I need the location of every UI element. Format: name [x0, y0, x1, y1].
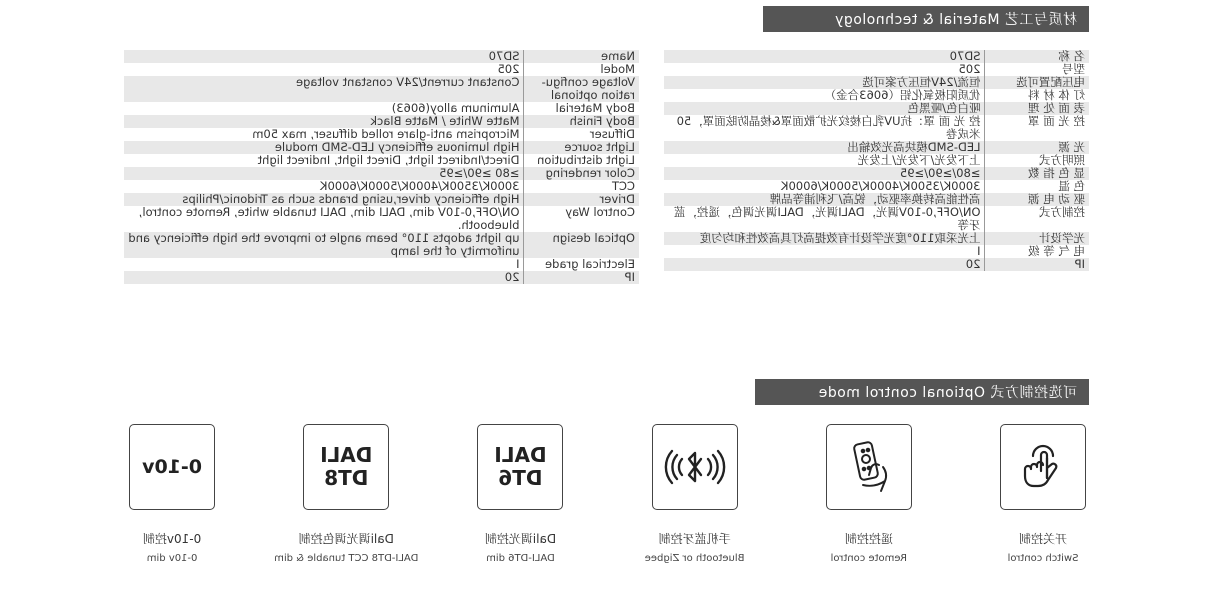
table-row — [664, 76, 1089, 89]
spec-value: 205 — [124, 63, 524, 76]
spec-value: SD70 — [124, 50, 524, 63]
spec-value: High efficiency driver,using brands such as Tridonic/Philips — [124, 193, 524, 206]
spec-value: Direct/Indirect light, Direct light, Indirect light — [124, 154, 524, 167]
spec-value: Matte White / Matte Black — [124, 115, 524, 128]
table-row — [664, 154, 1089, 167]
spec-key: 控制方式 — [985, 206, 1089, 232]
control-header — [755, 379, 1089, 405]
spec-key: IP — [985, 258, 1089, 271]
spec-key: 光 源 — [985, 141, 1089, 154]
table-row — [124, 167, 639, 180]
dali-dt8-icon — [303, 424, 389, 510]
spec-key: Electrical grade — [524, 258, 639, 271]
spec-value: SD70 — [664, 50, 985, 63]
table-row — [664, 206, 1089, 232]
spec-key: CCT — [524, 180, 639, 193]
table-row — [124, 193, 639, 206]
table-row — [664, 141, 1089, 154]
en-spec-table — [124, 50, 639, 284]
spec-value: Aluminum alloy(6063) — [124, 102, 524, 115]
spec-key: Driver — [524, 193, 639, 206]
table-row — [124, 206, 639, 232]
dali-dt8-line1: DALI — [320, 443, 373, 467]
table-row — [664, 50, 1089, 63]
spec-value: High luminous efficiency LED-SMD module — [124, 141, 524, 154]
table-row — [124, 141, 639, 154]
bluetooth-icon — [652, 424, 738, 510]
table-row — [664, 232, 1089, 245]
table-row — [124, 102, 639, 115]
table-row — [124, 180, 639, 193]
control-card-dali-dt8 — [274, 424, 419, 564]
spec-value: 哑白色/哑黑色 — [664, 102, 985, 115]
spec-value: ≥80/≥90/≥95 — [664, 167, 985, 180]
spec-value: 20 — [124, 271, 524, 284]
control-card-remote — [826, 424, 912, 564]
table-row — [664, 258, 1089, 271]
spec-key: Color rendering — [524, 167, 639, 180]
table-row — [124, 258, 639, 271]
spec-value: I — [664, 245, 985, 258]
table-row — [124, 128, 639, 141]
table-row — [124, 232, 639, 258]
spec-key: 型号 — [985, 63, 1089, 76]
spec-key: 电 气 等 级 — [985, 245, 1089, 258]
spec-key: Control Way — [524, 206, 639, 232]
dali-dt6-icon — [477, 424, 563, 510]
spec-key: Voltage configu-ration optional — [524, 76, 639, 102]
spec-value: 205 — [664, 63, 985, 76]
spec-key: 控 光 面 罩 — [985, 115, 1089, 141]
control-label-cn: Dali调光调色控制 — [298, 532, 394, 546]
spec-key: Body Material — [524, 102, 639, 115]
spec-value: 20 — [664, 258, 985, 271]
spec-value: 恒流/24V恒压方案可选 — [664, 76, 985, 89]
spec-value: LED-SMD模块高光效输出 — [664, 141, 985, 154]
control-label-en: Bluetooth or Zigbee — [644, 553, 745, 564]
spec-value: ON/OFF,0-10V dim, DALI dim, DALI tunable white, Remote control, bluebooth. — [124, 206, 524, 232]
dali-dt8-line2: DT8 — [324, 466, 369, 490]
material-header-text: 材质与工艺 Material & technology — [834, 12, 1077, 28]
table-row — [664, 193, 1089, 206]
control-label-en: DALI-DT8 CCT tunable & dim — [274, 553, 419, 564]
remote-control-icon — [826, 424, 912, 510]
control-label-en: Switch control — [1007, 553, 1079, 564]
spec-value: 上下发光/下发光/上发光 — [664, 154, 985, 167]
spec-key: 显 色 指 数 — [985, 167, 1089, 180]
table-row — [124, 271, 639, 284]
spec-key: 名 称 — [985, 50, 1089, 63]
spec-value: Microprism anti-glare rolled diffuser, max 50m — [124, 128, 524, 141]
control-mode-list — [129, 424, 1086, 564]
control-label-cn: 遥控控制 — [844, 532, 893, 546]
spec-key: 驱 动 电 源 — [985, 193, 1089, 206]
cn-spec-table — [664, 50, 1089, 271]
hand-tap-icon — [1000, 424, 1086, 510]
spec-value: 控 光 面 罩：抗UV乳白棱纹光扩散面罩&棱晶防眩面罩，50米成卷 — [664, 115, 985, 141]
dali-dt6-line1: DALI — [494, 443, 547, 467]
control-label-cn: 开关控制 — [1019, 532, 1068, 546]
spec-value: 高性能高转换率驱动，锐高/飞利浦等品牌 — [664, 193, 985, 206]
control-header-text: 可选控制方式 Optional control mode — [818, 385, 1077, 401]
table-row — [664, 167, 1089, 180]
spec-value: I — [124, 258, 524, 271]
control-card-0-10v — [129, 424, 215, 564]
spec-value: 上光采取110°度光学设计有效提高灯具高效性和均匀度 — [664, 232, 985, 245]
table-row — [664, 89, 1089, 102]
dali-dt6-line2: DT6 — [498, 466, 543, 490]
spec-key: Model — [524, 63, 639, 76]
control-card-bluetooth — [644, 424, 745, 564]
table-row — [664, 180, 1089, 193]
control-card-dali-dt6 — [477, 424, 563, 564]
table-row — [124, 154, 639, 167]
spec-key: 色 温 — [985, 180, 1089, 193]
material-header — [763, 6, 1089, 32]
spec-value: ON/OFF,0-10V调光，DALI调光，DALI调光调色，遥控，蓝牙等 — [664, 206, 985, 232]
spec-key: Light source — [524, 141, 639, 154]
spec-key: Body Finish — [524, 115, 639, 128]
table-row — [664, 245, 1089, 258]
spec-key: 表 面 处 理 — [985, 102, 1089, 115]
control-label-en: Remote control — [830, 553, 908, 564]
spec-value: 3000K/3500K/4000K/5000K/6000K — [664, 180, 985, 193]
spec-key: 照明方式 — [985, 154, 1089, 167]
spec-key: 光学设计 — [985, 232, 1089, 245]
zero-ten-v-icon — [129, 424, 215, 510]
control-label-en: DALI-DT6 dim — [486, 553, 555, 564]
control-label-cn: Dali调光控制 — [484, 532, 557, 546]
spec-value: up light adopts 110° beam angle to improve the high efficiency and uniformity of the lamp — [124, 232, 524, 258]
spec-value: Constant current/24V constant voltage — [124, 76, 524, 102]
spec-value: ≥80 ≥90/≥95 — [124, 167, 524, 180]
control-label-cn: 0-10v控制 — [142, 532, 202, 546]
spec-value: 3000K/3500K/4000K/5000K/6000K — [124, 180, 524, 193]
table-row — [124, 76, 639, 102]
table-row — [124, 50, 639, 63]
spec-key: 灯 体 材 料 — [985, 89, 1089, 102]
spec-key: Name — [524, 50, 639, 63]
zero-ten-v-text: 0-10v — [142, 456, 203, 478]
spec-key: 电压配置可选 — [985, 76, 1089, 89]
spec-key: Diffuser — [524, 128, 639, 141]
spec-key: Optical design — [524, 232, 639, 258]
table-row — [124, 115, 639, 128]
table-row — [664, 115, 1089, 141]
table-row — [124, 63, 639, 76]
table-row — [664, 102, 1089, 115]
spec-key: Light distribution — [524, 154, 639, 167]
control-label-cn: 手机蓝牙控制 — [658, 532, 731, 546]
spec-key: IP — [524, 271, 639, 284]
table-row — [664, 63, 1089, 76]
control-label-en: 0-10v dim — [146, 553, 198, 564]
spec-value: 优质阳极氧化铝（6063合金） — [664, 89, 985, 102]
control-card-switch — [1000, 424, 1086, 564]
